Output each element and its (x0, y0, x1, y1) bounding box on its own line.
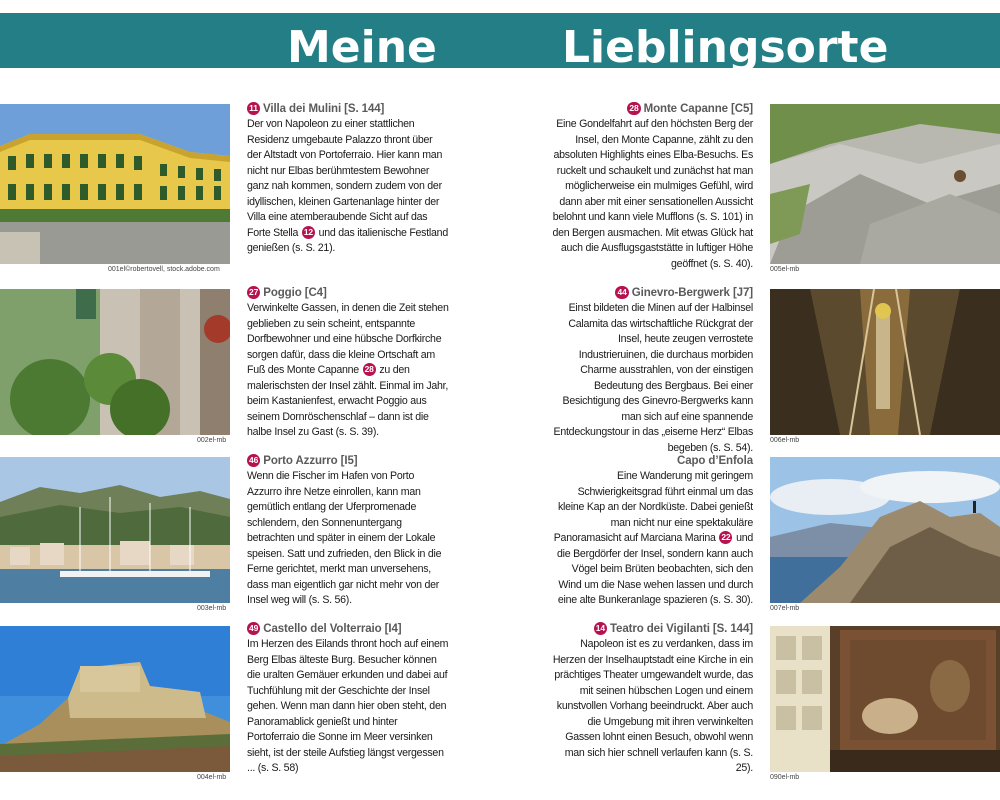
photo-porto-azzurro (0, 457, 230, 603)
photo-monte-capanne (770, 104, 1000, 264)
entry-text: Napoleon ist es zu verdanken, dass im Herzen der Inselhauptstadt eine Kirche in ein prächtiges Theater umgewandelt wurde, das mit seinen hübschen Logen und einem kunstvollen Vorhang beeindruckt. Aber auch die Umgebung mit ihren verwinkelten Gassen lohnt einen Besuch, obwohl wenn man sich hier schnell verlaufen kann (s. S. 25). (552, 638, 753, 774)
entry-heading (551, 453, 753, 469)
entry-poggio (247, 285, 449, 441)
reference-badge: 22 (719, 531, 732, 544)
photo-credit: 007el-mb (770, 605, 800, 612)
entry-title: Capo d’Enfola (676, 455, 753, 467)
photo-castello-del-volterraio (0, 626, 230, 772)
entry-heading (551, 285, 753, 301)
place-number-badge: 46 (249, 455, 259, 465)
photo-capo-denfola (770, 457, 1000, 603)
entry-title: Poggio [C4] (263, 287, 327, 299)
title-word-meine: Meine (287, 22, 437, 73)
reference-badge: 28 (363, 363, 376, 376)
title-banner (0, 13, 1000, 73)
place-number-badge: 28 (629, 103, 639, 113)
photo-credit: 003el-mb (197, 605, 227, 612)
entry-text: Eine Gondelfahrt auf den höchsten Berg der Insel, den Monte Capanne, zählt zu den absoluten Highlights eines Elba-Besuchs. Es ruckelt und schaukelt und zunächst hat man möglicherweise ein mulmiges Gefühl, wird dann aber mit einer sensationellen Aussicht belohnt und kann viele Mufflons (s. S. 101) in den Bergen ausmachen. Mit etwas Glück hat auch die Ausflugsgaststätte in luftiger Höhe geöffnet (s. S. 40). (552, 118, 753, 270)
entry-teatro-dei-vigilanti (551, 621, 753, 777)
entry-heading (551, 621, 753, 637)
entry-heading (247, 101, 449, 117)
photo-credit: 002el-mb (197, 437, 227, 444)
photo-credit: 004el-mb (197, 774, 227, 781)
entry-heading (247, 621, 449, 637)
entry-text: Einst bildeten die Minen auf der Halbinsel Calamita das wirtschaftliche Rückgrat der Insel, heute zeugen verrostete Industrieruinen, die durchaus morbiden Charme ausstrahlen, von der einstigen Bedeutung des Bergbaus. Bei einer Besichtigung des Ginevro-Bergwerks kann man sich auf eine spannende Entdeckungstour in das „eiserne Herz“ Elbas begeben (s. S. 54). (553, 302, 753, 454)
entry-title: Villa dei Mulini [S. 144] (263, 103, 385, 115)
entry-title: Teatro dei Vigilanti [S. 144] (609, 623, 753, 635)
entry-heading (247, 285, 449, 301)
place-number-badge: 14 (595, 623, 605, 633)
entry-castello-del-volterraio (247, 621, 449, 777)
photo-credit: 005el-mb (770, 266, 800, 273)
entry-heading (247, 453, 449, 469)
entry-text: Eine Wanderung mit geringem Schwierigkeitsgrad führt einmal um das kleine Kap an der Nordküste. Dabei genießt man nicht nur eine spektakuläre Panoramasicht auf Marciana Marina 22 und die Bergdörfer der Insel, sondern kann auch Vögel beim Brüten beobachten, sich den Wind um die Nase wehen lassen und durch eine alte Bunkeranlage spazieren (s. S. 30). (553, 470, 753, 606)
entry-text: Verwinkelte Gassen, in denen die Zeit stehen geblieben zu sein scheint, entspannte Dorfbewohner und eine hübsche Dorfkirche sorgen dafür, dass die kleine Ortschaft am Fuß des Monte Capanne 28 zu den malerischsten der Insel zählt. Einmal im Jahr, beim Kastanienfest, erwacht Poggio aus seinem Dornröschenschlaf – dann ist die halbe Insel zu Gast (s. S. 39). (247, 302, 449, 438)
photo-credit: 006el-mb (770, 437, 800, 444)
entry-text: Der von Napoleon zu einer stattlichen Residenz umgebaute Palazzo thront über der Altstadt von Portoferraio. Hier kann man nicht nur Elbas berühmtestem Bewohner ganz nah kommen, sondern zudem von der idyllischen, kleinen Gartenanlage hinter der Villa eine atemberaubende Sicht auf das Forte Stella 12 und das italienische Festland genießen (s. S. 21). (247, 118, 448, 254)
place-number-badge: 49 (249, 623, 259, 633)
photo-ginevro-bergwerk (770, 289, 1000, 435)
entry-text: Wenn die Fischer im Hafen von Porto Azzurro ihre Netze einrollen, kann man gemütlich entlang der Uferpromenade schlendern, den Sonnenuntergang betrachten und später in einem der Lokale speisen. Satt und zufrieden, den Blick in die Ferne gerichtet, merkt man unversehens, dass man eigentlich gar nicht mehr von der Insel weg will (s. S. 56). (247, 470, 442, 606)
entry-heading (551, 101, 753, 117)
photo-poggio (0, 289, 230, 435)
entry-monte-capanne (551, 101, 753, 272)
entry-text: Im Herzen des Eilands thront hoch auf einem Berg Elbas älteste Burg. Besucher können die uralten Gemäuer erkunden und dabei auf Tuchfühlung mit der Geschichte der Insel gehen. Wenn man dann hier oben steht, den Panoramablick genießt und hinter Portoferraio die Sonne im Meer versinken sieht, ist der steile Aufstieg längst vergessen ... (s. S. 58) (247, 638, 449, 774)
entry-capo-denfola (551, 453, 753, 609)
entry-title: Castello del Volterraio [I4] (263, 623, 402, 635)
place-number-badge: 27 (249, 287, 259, 297)
reference-badge: 12 (302, 226, 315, 239)
photo-villa-dei-mulini (0, 104, 230, 264)
entry-ginevro-bergwerk (551, 285, 753, 456)
entry-porto-azzurro (247, 453, 449, 609)
entry-title: Monte Capanne [C5] (643, 103, 753, 115)
photo-credit: 090el-mb (770, 774, 800, 781)
entry-title: Porto Azzurro [I5] (263, 455, 358, 467)
place-number-badge: 11 (247, 102, 260, 115)
photo-credit: 001el©robertovell, stock.adobe.com (108, 266, 220, 273)
entry-title: Ginevro-Bergwerk [J7] (631, 287, 753, 299)
photo-teatro-dei-vigilanti (770, 626, 1000, 772)
title-word-lieblingsorte: Lieblingsorte (562, 22, 889, 73)
place-number-badge: 44 (617, 287, 627, 297)
entry-villa-dei-mulini (247, 101, 449, 257)
